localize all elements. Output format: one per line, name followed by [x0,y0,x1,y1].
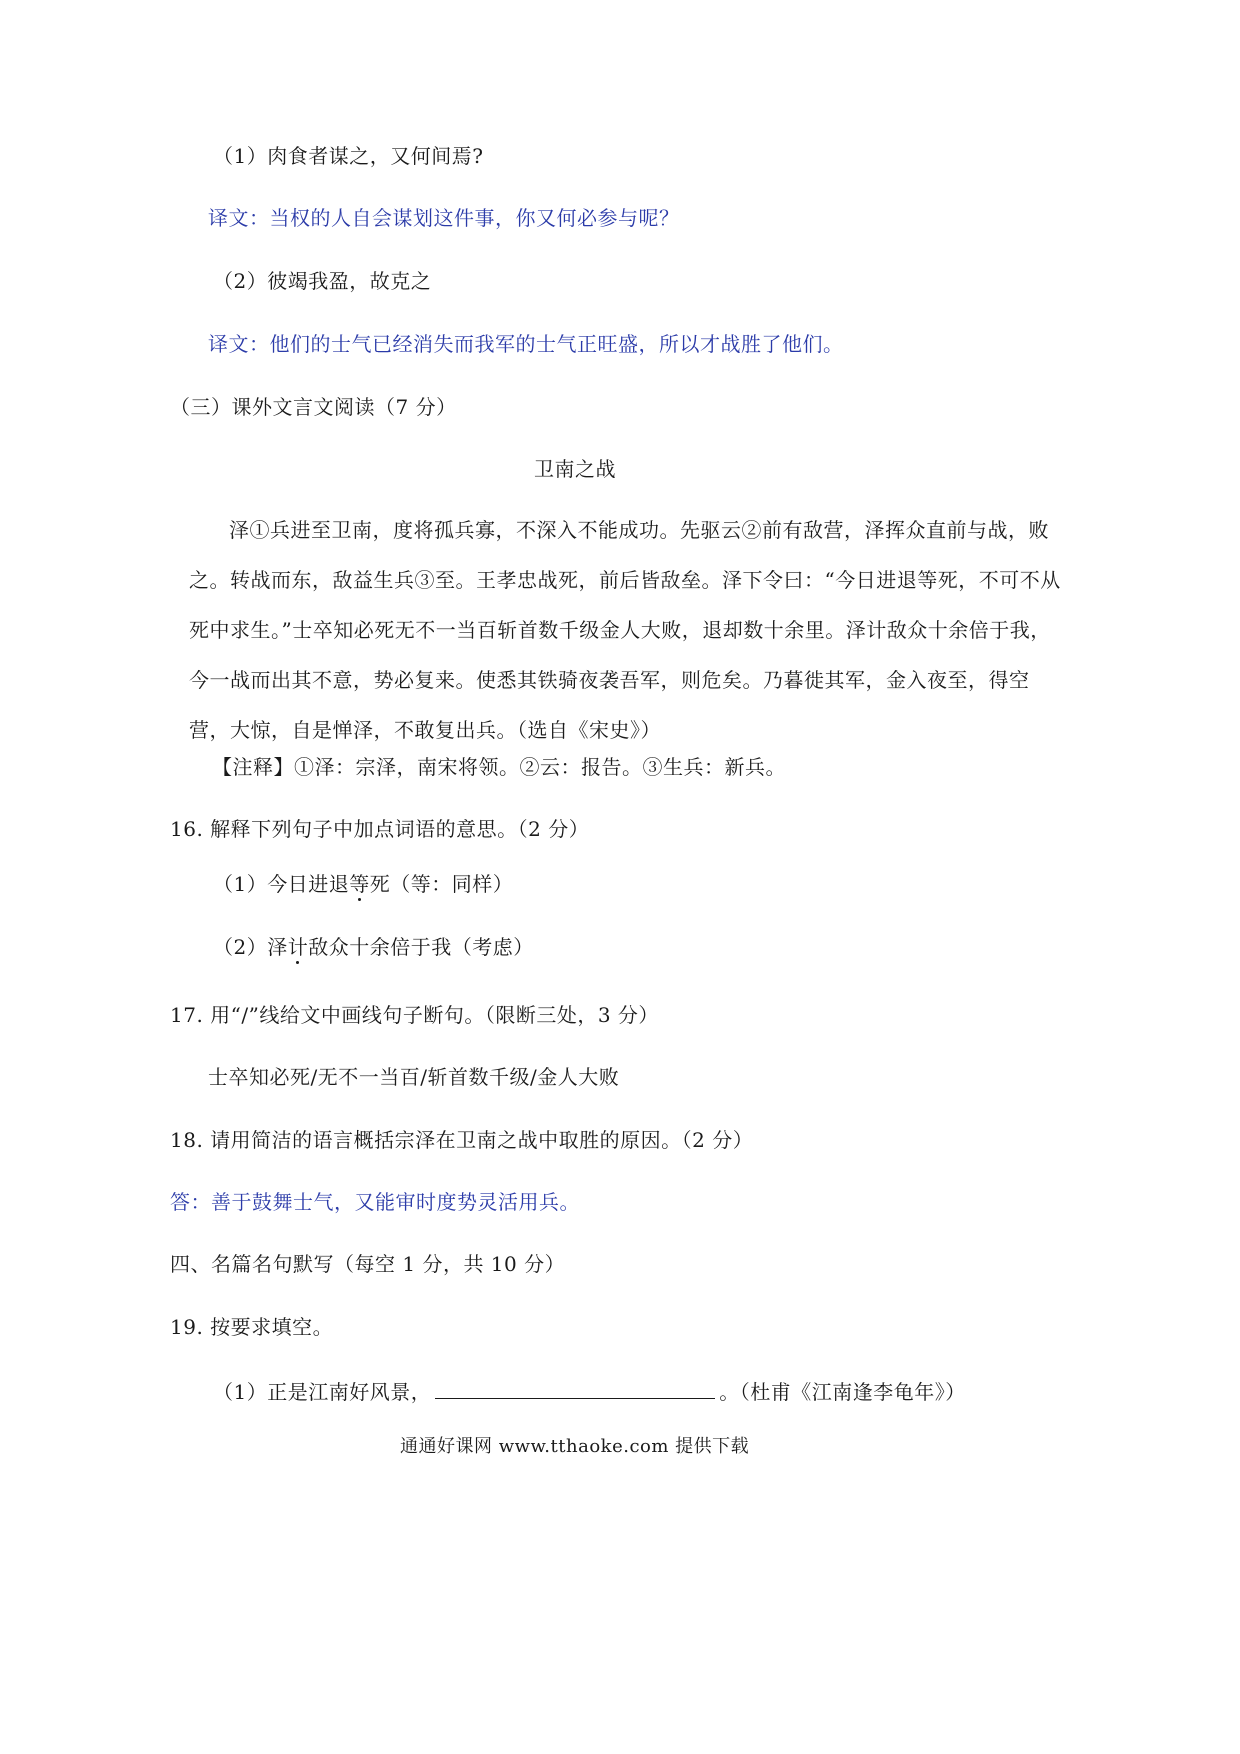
q19-item1-after: 。（杜甫《江南逢李龟年》） [719,1380,966,1404]
passage-title: 卫南之战 [534,457,616,481]
section3-heading: （三）课外文言文阅读（7 分） [170,395,457,419]
q19-stem: 19. 按要求填空。 [170,1315,334,1339]
passage-text: 泽①兵进至卫南，度将孤兵寡，不深入不能成功。先驱云②前有敌营，泽挥众直前与战，败之。转战而东，敌益生兵③至。王孝忠战死，前后皆敌垒。泽下令曰：“今日进退等死，不可不从死中求生。”士卒知必死无不一当百斩首数千级金人大败，退却数十余里。泽计敌众十余倍于我，今一战而出其不意，势必复来。使悉其铁骑夜袭吾军，则危矣。乃暮徙其军，金入夜至，得空营，大惊，自是惮泽，不敢复出兵。（选自《宋史》） [189,518,1061,742]
q18-stem: 18. 请用简洁的语言概括宗泽在卫南之战中取胜的原因。（2 分） [170,1128,754,1152]
q16-item1 [213,870,513,898]
section4-heading: 四、名篇名句默写（每空 1 分，共 10 分） [170,1252,566,1276]
q17-stem: 17. 用“/”线给文中画线句子断句。（限断三处，3 分） [170,1003,659,1027]
q15-item1-answer: 译文：当权的人自会谋划这件事，你又何必参与呢？ [208,206,680,230]
q16-item1-dotted-word: 等 [349,872,370,896]
q15-item1: （1）肉食者谋之，又何间焉? [213,144,484,168]
q16-item2-dotted-word: 计 [287,935,309,959]
q15-item2: （2）彼竭我盈，故克之 [213,269,432,293]
q16-item2-before: （2）泽 [213,935,288,959]
q16-item2-after: 敌众十余倍于我（考虑） [308,935,534,959]
q16-item2 [213,933,534,961]
q16-item1-after: 死（等：同样） [369,872,514,896]
footer: 通通好课网 www.tthaoke.com 提供下载 [400,1436,750,1457]
q19-item1-before: （1）正是江南好风景， [213,1380,432,1404]
q18-answer: 答：善于鼓舞士气，又能审时度势灵活用兵。 [170,1190,580,1214]
q17-answer: 士卒知必死/无不一当百/斩首数千级/金人大败 [208,1065,620,1089]
q19-item1 [213,1376,966,1406]
passage-notes: 【注释】①泽：宗泽，南宋将领。②云：报告。③生兵：新兵。 [212,755,786,779]
fill-blank-line[interactable] [435,1376,715,1399]
q16-item1-before: （1）今日进退 [213,872,350,896]
q15-item2-answer: 译文：他们的士气已经消失而我军的士气正旺盛，所以才战胜了他们。 [208,332,844,356]
q16-stem: 16. 解释下列句子中加点词语的意思。（2 分） [170,817,590,841]
passage [189,505,1069,755]
